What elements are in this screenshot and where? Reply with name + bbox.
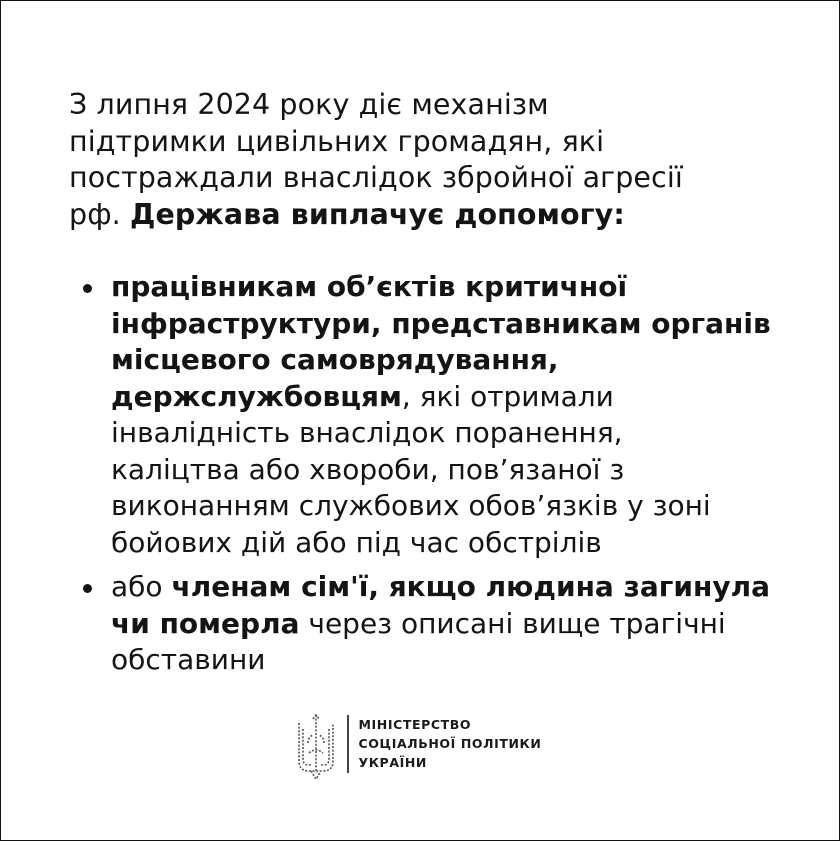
item-mixed-line [111,379,801,416]
item-bold-text: держслужбовцям [111,379,402,413]
trident-icon [295,713,337,783]
intro-paragraph [69,87,809,233]
item-bold-text: членам сім'ї, якщо людина загинула [171,570,770,603]
item-bold-text: чи померла [111,606,300,640]
item-mixed-line [111,569,801,606]
ministry-logo [295,713,541,783]
bullet-icon [83,284,92,293]
item-bold-line: інфраструктури, представникам органів [111,306,771,340]
item-regular-text: або [111,570,172,603]
intro-line: постраждали внаслідок збройної агресії [69,161,683,194]
intro-line: З липня 2024 року діє механізм [69,88,549,121]
intro-line-last [69,197,809,234]
item-regular-line: інвалідність внаслідок поранення, [111,416,623,449]
item-regular-line: виконанням службових обов’язків у зоні [111,489,711,522]
item-bold-line: місцевого самоврядування, [111,343,559,376]
item-regular-text: через описані вище трагічні [299,606,726,640]
intro-line: підтримки цивільних громадян, які [69,124,605,158]
list-item [81,569,801,679]
logo-divider [347,715,349,773]
ministry-name-line: УКРАЇНИ [358,755,427,770]
ministry-name-line: СОЦІАЛЬНОЇ ПОЛІТИКИ [358,736,542,751]
item-bold-line: працівникам об’єктів критичної [111,270,628,303]
item-regular-line: каліцтва або хвороби, пов’язаної з [111,452,625,486]
item-regular-line: обставини [111,643,266,676]
bullet-icon [83,584,92,593]
list-item [81,269,801,561]
ministry-name-line: МІНІСТЕРСТВО [358,717,472,732]
beneficiaries-list [81,269,801,679]
item-mixed-line [111,606,801,643]
intro-bold-text: Держава виплачує допомогу: [129,197,625,231]
item-regular-text: , які отримали [401,379,614,413]
intro-regular-text: рф. [69,197,130,231]
item-regular-line: бойових дій або під час обстрілів [111,525,602,559]
ministry-name [359,715,542,772]
